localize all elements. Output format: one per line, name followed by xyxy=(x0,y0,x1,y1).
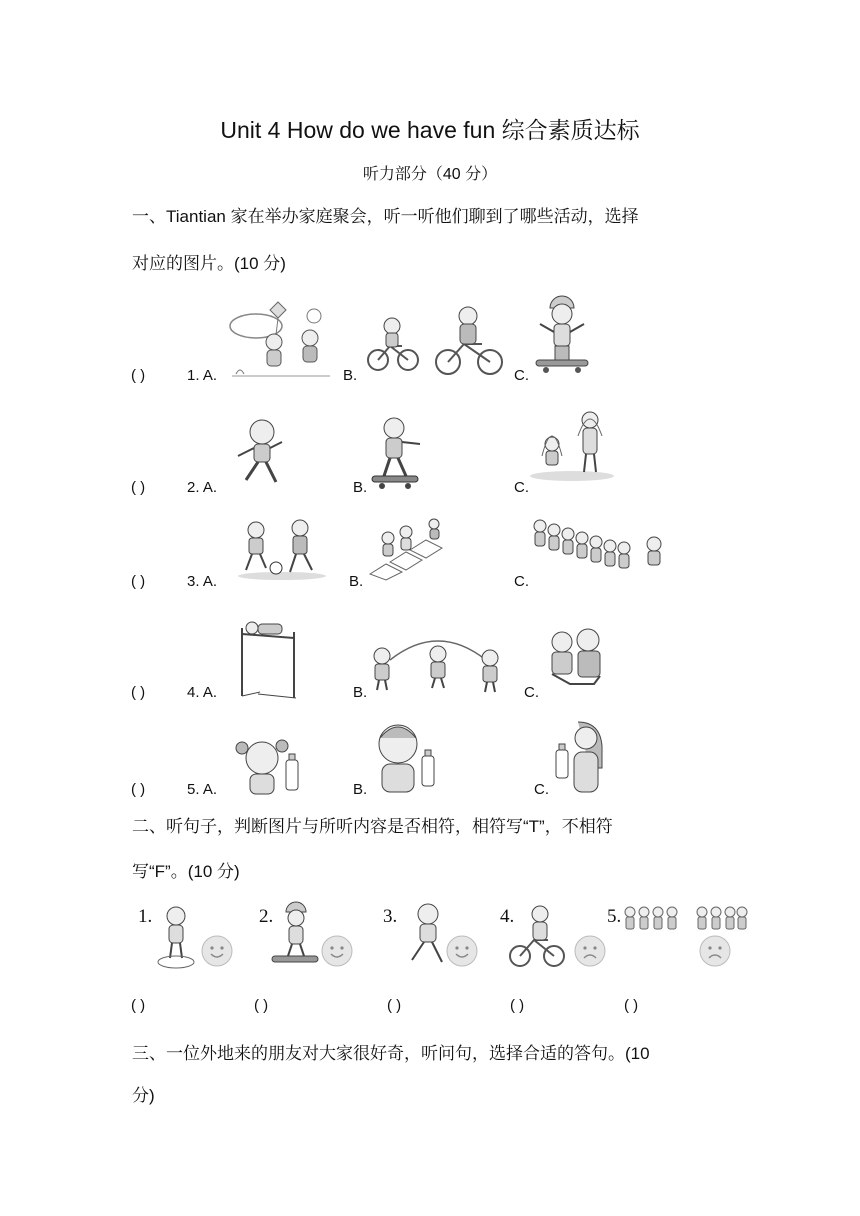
page-title: Unit 4 How do we have fun 综合素质达标 xyxy=(220,117,640,143)
answer-paren[interactable]: ( ) xyxy=(510,997,525,1014)
smile-face-icon xyxy=(321,935,353,967)
woman-with-bottle-icon xyxy=(552,718,612,798)
high-jump-icon xyxy=(234,618,302,700)
boy-skateboarding-icon xyxy=(370,416,426,492)
girl-running-icon xyxy=(404,900,448,970)
option-b-label: B. xyxy=(353,684,368,701)
option-b-label: B. xyxy=(353,479,368,496)
answer-paren[interactable]: ( ) xyxy=(131,479,146,496)
girl-riding-bike-icon xyxy=(508,904,568,970)
item-number: 5. xyxy=(607,906,622,927)
item-number: 1. xyxy=(138,906,153,927)
sad-face-icon xyxy=(699,935,731,967)
option-c-label: C. xyxy=(534,781,549,798)
boy-riding-bike-icon xyxy=(366,316,420,374)
option-b-label: B. xyxy=(343,367,358,384)
children-jump-rope-group-icon xyxy=(370,636,506,694)
section2-instruction-line1: 二、听句子，判断图片与所听内容是否相符，相符写“T”，不相符 xyxy=(132,817,613,836)
section1-instruction-line1: 一、Tiantian 家在举办家庭聚会，听一听他们聊到了哪些活动，选择 xyxy=(132,207,639,226)
option-c-label: C. xyxy=(514,479,529,496)
option-a-label: 5. A. xyxy=(187,781,218,798)
option-a-label: 4. A. xyxy=(187,684,218,701)
boys-playing-football-icon xyxy=(234,516,328,580)
girl-with-bottle-icon xyxy=(232,734,304,796)
answer-paren[interactable]: ( ) xyxy=(387,997,402,1014)
answer-paren[interactable]: ( ) xyxy=(131,684,146,701)
option-a-label: 3. A. xyxy=(187,573,218,590)
girls-jumping-rope-icon xyxy=(528,406,616,482)
child-skateboard-icon xyxy=(268,900,322,970)
answer-paren[interactable]: ( ) xyxy=(131,367,146,384)
answer-paren[interactable]: ( ) xyxy=(131,997,146,1014)
option-c-label: C. xyxy=(514,367,529,384)
item-number: 4. xyxy=(500,906,515,927)
children-hopscotch-icon xyxy=(366,518,450,582)
sad-face-icon xyxy=(574,935,606,967)
item-number: 2. xyxy=(259,906,274,927)
option-b-label: B. xyxy=(353,781,368,798)
option-a-label: 2. A. xyxy=(187,479,218,496)
option-a-label: 1. A. xyxy=(187,367,218,384)
section2-instruction-line2: 写“F”。(10 分) xyxy=(132,862,240,881)
option-c-label: C. xyxy=(524,684,539,701)
boy-running-icon xyxy=(232,418,286,488)
man-riding-bike-icon xyxy=(434,304,504,376)
item-number: 3. xyxy=(383,906,398,927)
section3-instruction-line2: 分) xyxy=(132,1086,155,1105)
girl-jumping-rope-icon xyxy=(156,902,196,972)
option-b-label: B. xyxy=(349,573,364,590)
child-skateboard-helmet-icon xyxy=(532,294,592,376)
option-c-label: C. xyxy=(514,573,529,590)
boy-with-bottle-icon xyxy=(372,720,440,796)
adult-and-boy-sitting-icon xyxy=(544,626,608,694)
answer-paren[interactable]: ( ) xyxy=(131,781,146,798)
answer-paren[interactable]: ( ) xyxy=(254,997,269,1014)
smile-face-icon xyxy=(201,935,233,967)
children-line-running-icon xyxy=(528,516,678,582)
answer-paren[interactable]: ( ) xyxy=(624,997,639,1014)
section1-instruction-line2: 对应的图片。(10 分) xyxy=(132,254,286,273)
section3-instruction-line1: 三、一位外地来的朋友对大家很好奇，听问句，选择合适的答句。(10 xyxy=(132,1044,650,1063)
children-playing-group-icon xyxy=(624,904,748,934)
answer-paren[interactable]: ( ) xyxy=(131,573,146,590)
page-subtitle: 听力部分（40 分） xyxy=(362,166,498,183)
smile-face-icon xyxy=(446,935,478,967)
kite-playground-icon xyxy=(226,296,336,380)
